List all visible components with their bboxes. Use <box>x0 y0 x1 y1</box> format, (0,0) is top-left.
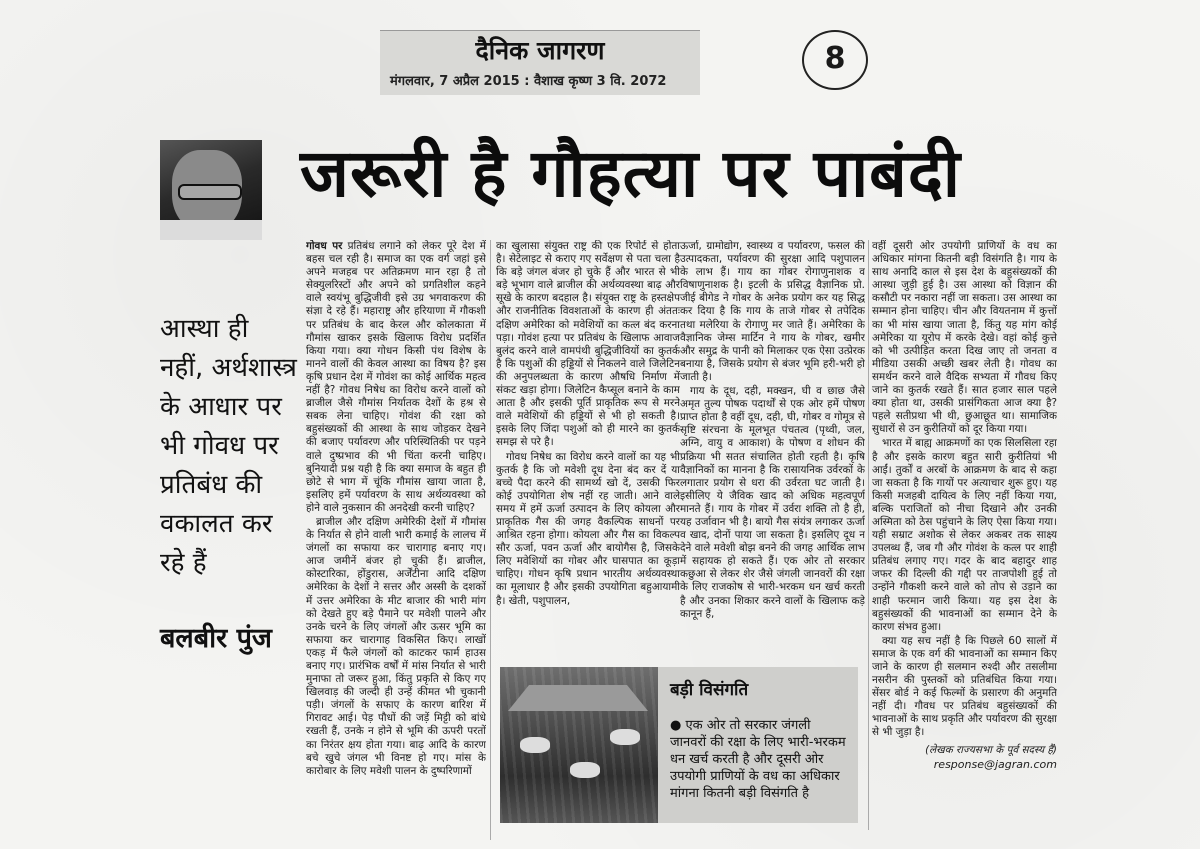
author-photo-shirt <box>160 220 262 240</box>
cow-figure <box>610 729 640 745</box>
cow-figure <box>520 737 550 753</box>
article-paragraph: गोवध निषेध का विरोध करने वालों का यह भी कुतर्क है कि जो मवेशी दूध देना बंद कर दें या बच्चे पैदा करने की सामर्थ्य खो दें, उसकी फिर कोई उपयोगिता शेष नहीं रह जाती। आने वाले समय में हमें ऊर्जा उत्पादन के लिए कोयला और प्राकृतिक गैस की जगह वैकल्पिक साधनों पर आश्रित रहना होगा। कोयला और गैस का विकल्प सौर ऊर्जा, पवन ऊर्जा और बायोगैस है, जिसके लिए मवेशियों का गोबर और घासपात का कूड़ा चाहिए। गोधन कृषि प्रधान भारतीय अर्थव्यवस्था का मूलाधार है और इसकी उपयोगिता बहुआयामी है। खेती, पशुपालन, <box>496 450 680 607</box>
pull-quote: आस्था ही नहीं, अर्थशास्त्र के आधार पर भी गोवध पर प्रतिबंध की वकालत कर रहे हैं <box>160 314 297 578</box>
column-divider <box>868 240 869 830</box>
cattle-photo <box>500 667 658 823</box>
author-byline: बलबीर पुंज <box>160 623 272 654</box>
lead-word: गोवध पर <box>306 240 343 252</box>
article-paragraph: गाय के दूध, दही, मक्खन, घी व छाछ जैसे अमृत तुल्य पोषक पदार्थों से एक ओर हमें पोषण प्राप्त होता है वहीं दूध, दही, घी, गोबर व गोमूत्र से सृष्टि संरचना के मूलभूत पंचतत्व (पृथ्वी, जल, अग्नि, वायु व आकाश) के पोषण व शोधन की प्रक्रिया भी सतत संचालित होती रहती है। कृषि वैज्ञानिकों का मानना है कि रासायनिक उर्वरकों के लगातार प्रयोग से धरा की उर्वरता घट जाती है। इसीलिए ये जैविक खाद को अधिक महत्वपूर्ण मानते हैं। गाय के गोबर में उर्वरा शक्ति तो है ही, यह उर्जावान भी है। बायो गैस संयंत्र लगाकर ऊर्जा व खाद, दोनों पाया जा सकता है। इसलिए दूध न देने वाले मवेशी बोझ बनने की जगह आर्थिक लाभ में सहायक हो सकते हैं। एक ओर तो सरकार कछुआ से लेकर शेर जैसे जंगली जानवरों की रक्षा के लिए राजकोष से भारी-भरकम धन खर्च करती है और उनका शिकार करने वालों के खिलाफ कड़े कानून हैं, <box>680 385 865 620</box>
article-paragraph: का खुलासा संयुक्त राष्ट्र की एक रिपोर्ट से होता है। सेटेलाइट से कराए गए सर्वेक्षण से पता चला है कि बड़े जंगल बंजर हो चुके हैं और भारत से भी बड़े भूभाग वाले ब्राजील की अर्थव्यवस्था बाढ़ और सूखे के कारण बदहाल है। संयुक्त राष्ट्र के हस्तक्षेप और राजनीतिक विवशताओं के कारण ही अंततः दक्षिण अमेरिका को मवेशियों का कत्ल बंद करना पड़ा। गोवंश हत्या पर प्रतिबंध के खिलाफ आवाज बुलंद करने वाले वामपंथी बुद्धिजीवियों का कुतर्क है कि पशुओं की हड्डियों से निकलने वाले जिलेटिन की अनुपलब्धता के कारण औषधि निर्माण में संकट खड़ा होगा। जिलेटिन कैप्सूल बनाने के काम आता है और इसकी पूर्ति प्राकृतिक रूप से मरने वाले मवेशियों की हड्डियों से भी हो सकती है। इसके लिए जिंदा पशुओं को ही मारने का कुतर्क समझ से परे है। <box>496 240 680 449</box>
dateline: मंगलवार, 7 अप्रैल 2015 : वैशाख कृष्ण 3 वि. 2072 <box>390 74 667 89</box>
box-title: बड़ी विसंगति <box>670 680 749 700</box>
article-paragraph: ऊर्जा, ग्रामोद्योग, स्वास्थ्य व पर्यावरण, फसल की उत्पादकता, पर्यावरण की सुरक्षा आदि पशुपालन के लाभ हैं। गाय का गोबर रोगाणुनाशक व विषाणुनाशक है। इटली के प्रसिद्ध वैज्ञानिक प्रो. जीई बीगेड ने गोबर के अनेक प्रयोग कर यह सिद्ध कर दिया है कि गाय के ताजे गोबर से तपेदिक तथा मलेरिया के रोगाणु मर जाते हैं। अमेरिका के वैज्ञानिक जेम्स मार्टिन ने गाय के गोबर, खमीर और समुद्र के पानी को मिलाकर एक ऐसा उत्प्रेरक बनाया है, जिसके प्रयोग से बंजर भूमि हरी-भरी हो जाती है। <box>680 240 865 383</box>
highlight-box <box>500 667 858 823</box>
author-note: (लेखक राज्यसभा के पूर्व सदस्य हैं) <box>925 743 1057 756</box>
lead-text: प्रतिबंध लगाने को लेकर पूरे देश में बहस चल रही है। समाज का एक वर्ग जहां इसे अपने मजहब पर अतिक्रमण मान रहा है तो सेक्युलरिस्टों और अपने को प्रगतिशील कहने वाले स्वयंभू बुद्धिजीवी इसे उग्र भगवाकरण की संज्ञा दे रहे हैं। महाराष्ट्र और हरियाणा में गौकशी पर प्रतिबंध के बाद केरल और कोलकाता में गौमांस खाकर इसके खिलाफ विरोध प्रदर्शित किया गया। क्या गोधन किसी पंथ विशेष के मानने वालों की केवल आस्था का विषय है? इस कृषि प्रधान देश में गोवंश का कोई आर्थिक महत्व नहीं है? गोवध निषेध का विरोध करने वालों को ब्राजील जैसे गौमांस निर्यातक देशों के हश्र से सबक लेना चाहिए। गोवंश की रक्षा को बहुसंख्यकों की आस्था के साथ जोड़कर देखने की बजाए पर्यावरण और परिस्थितिकी पर पड़ने वाले दुष्प्रभाव की भी चिंता करनी चाहिए। बुनियादी प्रश्न यही है कि क्या समाज के बहुत ही छोटे से भाग में चूंकि गौमांस खाया जाता है, इसलिए हमें पर्यावरण के साथ अर्थव्यवस्था को होने वाले नुकसान की अनदेखी करनी चाहिए? <box>306 240 486 514</box>
box-text: ● एक ओर तो सरकार जंगली जानवरों की रक्षा के लिए भारी-भरकम धन खर्च करती है और दूसरी ओर उपयोगी प्राणियों के वध का अधिकार मांगना कितनी बड़ी विसंगति है <box>670 718 846 801</box>
response-email: response@jagran.com <box>933 757 1057 771</box>
article-column-3 <box>680 240 865 660</box>
column-divider <box>490 240 491 840</box>
cow-figure <box>570 762 600 778</box>
author-photo-glasses <box>178 184 242 200</box>
shed-roof <box>508 685 648 711</box>
article-column-4 <box>872 240 1057 805</box>
article-column-2 <box>496 240 680 660</box>
article-paragraph: भारत में बाह्य आक्रमणों का एक सिलसिला रहा है और इसके कारण बहुत सारी कुरीतियां भी आईं। तुर्कों व अरबों के आक्रमण के बाद से कहा जा सकता है कि गायों पर अत्याचार शुरू हुए। यह किसी मजहबी दायित्व के लिए नहीं किया गया, बल्कि पराजितों को नीचा दिखाने और उनकी अस्मिता को ठेस पहुंचाने के लिए ऐसा किया गया। यही सम्राट अशोक से लेकर अकबर तक साक्ष्य उपलब्ध हैं, जब गौ और गोवंश के कत्ल पर शाही प्रतिबंध लगाए गए। गदर के बाद बहादुर शाह जफर की दिल्ली की गद्दी पर ताजपोशी हुई तो उन्होंने गौकशी करने वाले को तोप से उड़ाने का शाही फरमान जारी किया। यह इस देश के बहुसंख्यकों की भावनाओं का सम्मान देने के कारण संभव हुआ। <box>872 437 1057 633</box>
newspaper-name: दैनिक जागरण <box>475 36 605 65</box>
handwritten-page-number: 8 <box>802 30 868 90</box>
author-photo <box>160 140 262 240</box>
article-paragraph <box>306 240 486 515</box>
article-column-1 <box>306 240 486 842</box>
headline: जरूरी है गौहत्या पर पाबंदी <box>300 135 961 212</box>
article-paragraph: ब्राजील और दक्षिण अमेरिकी देशों में गौमांस के निर्यात से होने वाली भारी कमाई के लालच में जंगलों का सफाया कर चारागाह बनाए गए। आज जमीनें बंजर हो चुकी हैं। ब्राजील, कोस्टारिका, होंडुरास, अर्जेंटीना आदि दक्षिण अमेरिका के देशों ने सत्तर और अस्सी के दशकों में उत्तर अमेरिका के मीट बाजार की भारी मांग को देखते हुए बड़े पैमाने पर मवेशी पालने और उनके चरने के लिए जंगलों और ऊसर भूमि का सफाया कर चारागाह विकसित किए। लाखों एकड़ में फैले जंगलों को काटकर फार्म हाउस बनाए गए। प्रारंभिक वर्षों में मांस निर्यात से भारी मुनाफा तो जरूर हुआ, किंतु प्रकृति से किए गए खिलवाड़ की जल्दी ही उन्हें कीमत भी चुकानी पड़ी। जंगलों के सफाए के कारण बारिश में गिरावट आई। पेड़ पौधों की जड़ें मिट्टी को बांधे रखती हैं, उनके न होने से भूमि की ऊपरी परतों का निरंतर क्षय होता गया। बाढ़ आदि के कारण बचे खुचे जंगल भी विनष्ट हो गए। मांस के कारोबार के लिए मवेशी पालन के दुष्परिणामों <box>306 515 486 777</box>
article-paragraph: वहीं दूसरी ओर उपयोगी प्राणियों के वध का अधिकार मांगना कितनी बड़ी विसंगति है। गाय के साथ अनादि काल से इस देश के बहुसंख्यकों की आस्था जुड़ी हुई है। उस आस्था को विज्ञान की कसौटी पर नकारा नहीं जा सकता। उस आस्था का सम्मान होना चाहिए। चीन और वियतनाम में कुत्तों का भी मांस खाया जाता है, किंतु यह मांग कोई अमेरिका या यूरोप में करके देखे। वहां कोई कुत्ते को भी उत्पीड़ित करता दिख जाए तो जनता व मीडिया उसकी अच्छी खबर लेती है। गोवध का समर्थन करने वाले वैदिक सभ्यता में गौवध किए जाने का कुतर्क रखते हैं। सात हजार साल पहले क्या होता था, उसकी प्रासंगिकता आज क्या है? पहले सतीप्रथा भी थी, छुआछूत था। सामाजिक सुधारों से उन कुरीतियों को दूर किया गया। <box>872 240 1057 436</box>
article-paragraph: क्या यह सच नहीं है कि पिछले 60 सालों में समाज के एक वर्ग की भावनाओं का सम्मान किए जाने के कारण ही सलमान रुश्दी और तसलीमा नसरीन की पुस्तकों को प्रतिबंधित किया गया। सेंसर बोर्ड ने कई फिल्मों के प्रसारण की अनुमति नहीं दी। गौवध पर प्रतिबंध बहुसंख्यकों की भावनाओं के साथ प्रकृति और पर्यावरण की सुरक्षा से भी जुड़ा है। <box>872 634 1057 739</box>
masthead <box>380 30 700 95</box>
